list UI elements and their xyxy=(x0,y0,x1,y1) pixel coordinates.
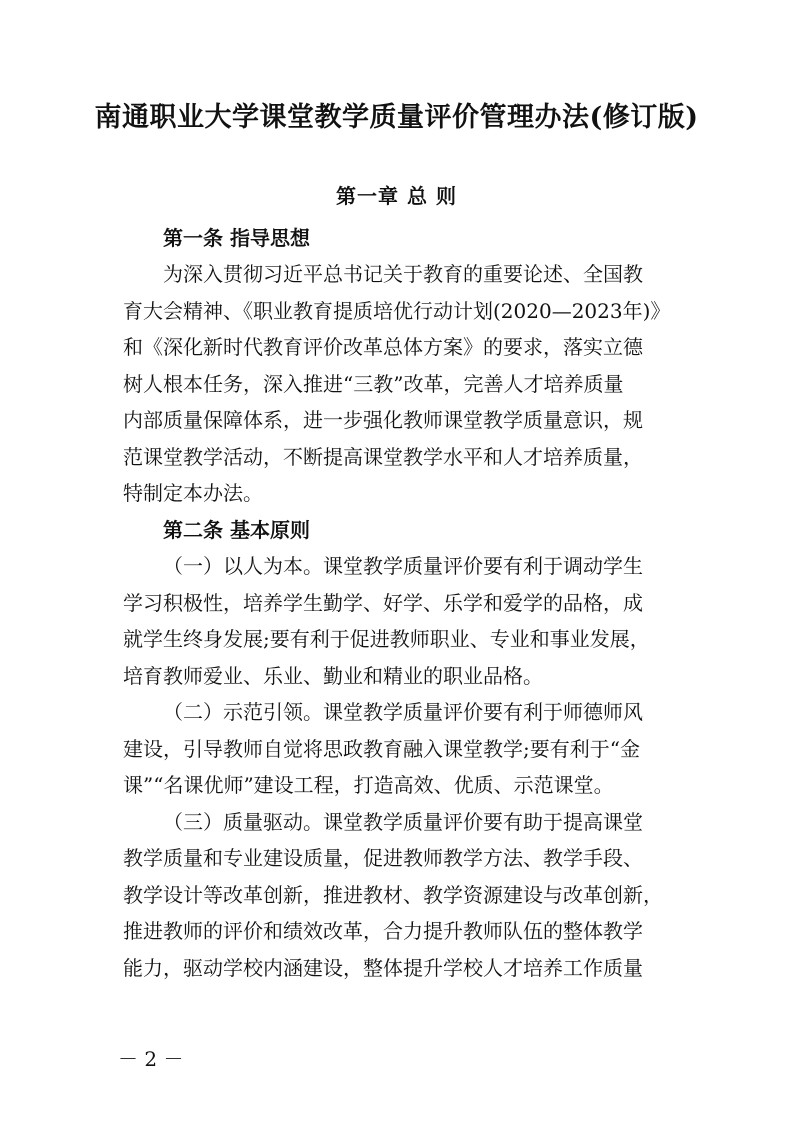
paragraph-line: 育大会精神、《职业教育提质培优行动计划(2020—2023年)》 xyxy=(123,299,671,323)
paragraph-line: 推进教师的评价和绩效改革，合力提升教师队伍的整体教学 xyxy=(123,919,643,943)
paragraph-line: 范课堂教学活动，不断提高课堂教学水平和人才培养质量， xyxy=(123,445,643,469)
paragraph-line: 建设，引导教师自觉将思政教育融入课堂教学;要有利于“金 xyxy=(123,737,640,761)
paragraph-line: 内部质量保障体系，进一步强化教师课堂教学质量意识，规 xyxy=(123,408,643,432)
article-heading: 第二条 基本原则 xyxy=(163,518,310,542)
paragraph-line: 树人根本任务，深入推进“三教”改革，完善人才培养质量 xyxy=(123,372,624,396)
paragraph-line: （一）以人为本。课堂教学质量评价要有利于调动学生 xyxy=(163,554,643,578)
paragraph-line: 特制定本办法。 xyxy=(123,481,263,505)
paragraph-line: 就学生终身发展;要有利于促进教师职业、专业和事业发展， xyxy=(123,627,650,651)
document-title: 南通职业大学课堂教学质量评价管理办法(修订版) xyxy=(94,102,699,133)
paragraph-line: 能力，驱动学校内涵建设，整体提升学校人才培养工作质量 xyxy=(123,956,643,980)
paragraph-line: 教学设计等改革创新，推进教材、教学资源建设与改革创新， xyxy=(123,883,663,907)
paragraph-line: 教学质量和专业建设质量，促进教师教学方法、教学手段、 xyxy=(123,846,643,870)
paragraph-line: 课”“名课优师”建设工程，打造高效、优质、示范课堂。 xyxy=(123,773,614,797)
paragraph-line: （二）示范引领。课堂教学质量评价要有利于师德师风 xyxy=(163,700,643,724)
paragraph-line: 为深入贯彻习近平总书记关于教育的重要论述、全国教 xyxy=(163,262,643,286)
article-heading: 第一条 指导思想 xyxy=(163,226,310,250)
paragraph-line: 学习积极性，培养学生勤学、好学、乐学和爱学的品格，成 xyxy=(123,591,643,615)
paragraph-line: （三）质量驱动。课堂教学质量评价要有助于提高课堂 xyxy=(163,810,643,834)
page-number: － 2 － xyxy=(118,1047,184,1071)
paragraph-line: 培育教师爱业、乐业、勤业和精业的职业品格。 xyxy=(123,664,543,688)
paragraph-line: 和《深化新时代教育评价改革总体方案》的要求，落实立德 xyxy=(123,335,643,359)
chapter-heading: 第一章 总 则 xyxy=(336,184,457,208)
